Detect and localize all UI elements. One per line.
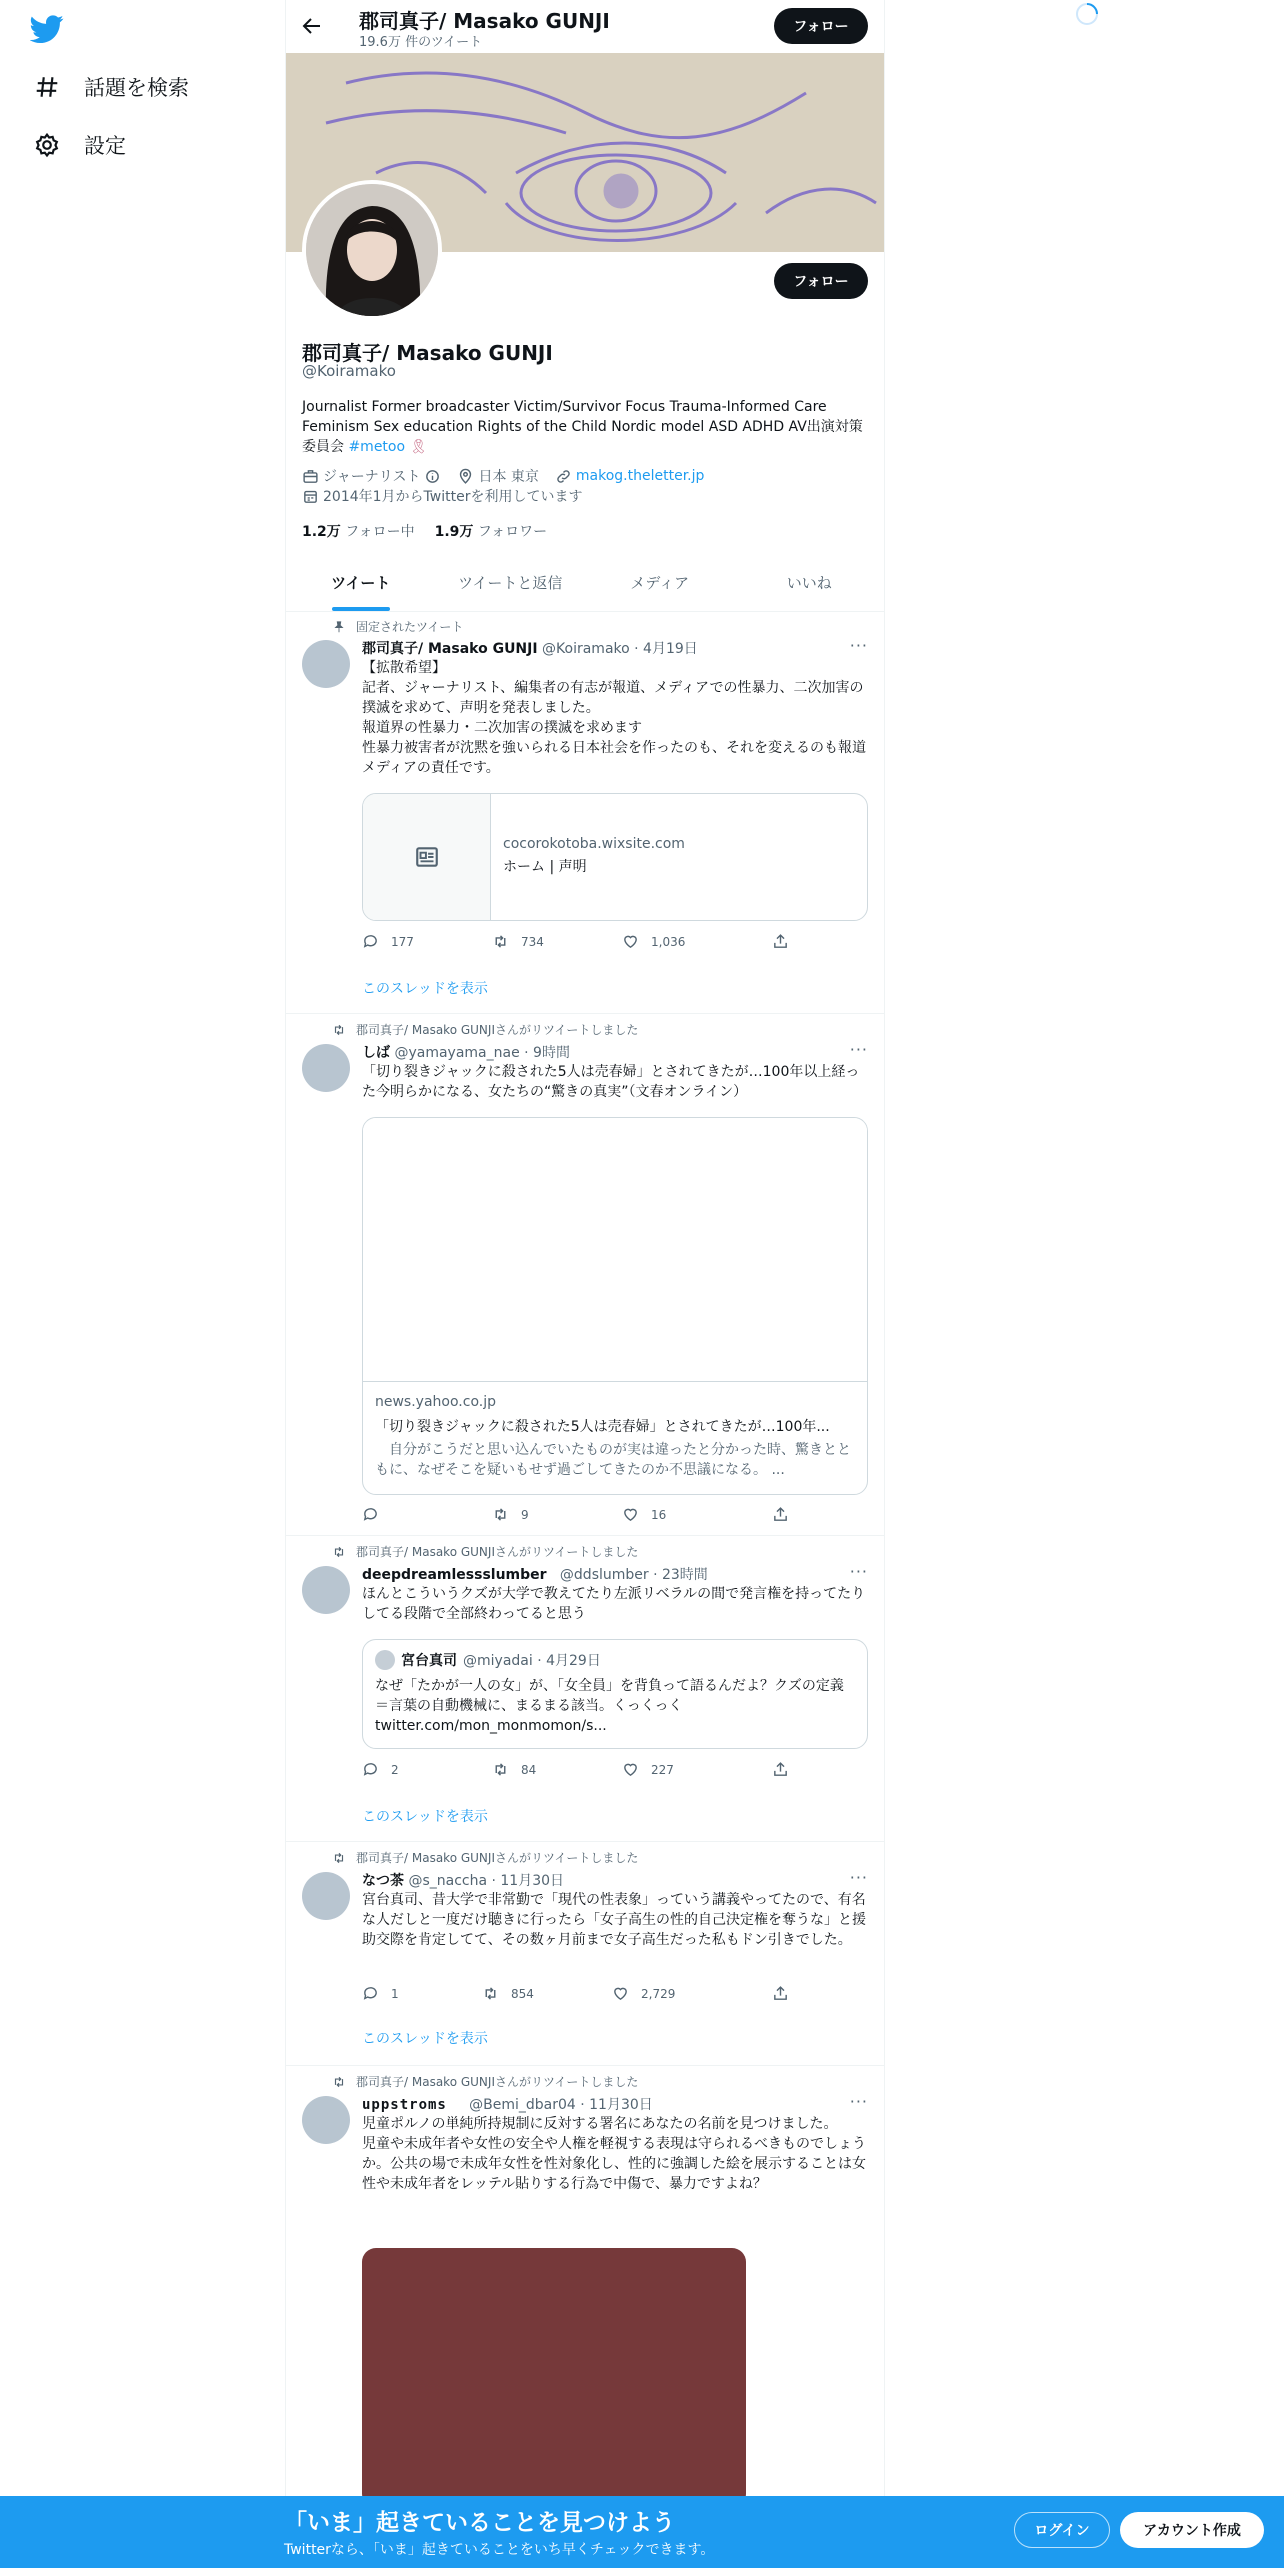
like-button[interactable] <box>612 1985 675 2002</box>
like-count: 16 <box>651 1507 667 1522</box>
tweet-context <box>332 1849 638 1866</box>
nav-settings[interactable] <box>34 125 126 165</box>
location-text: 日本 東京 <box>478 469 539 485</box>
reply-icon <box>362 1506 379 1523</box>
ribbon-emoji-icon: 🎗 <box>409 439 428 455</box>
reply-icon <box>362 1761 379 1778</box>
retweet-count: 734 <box>521 934 544 949</box>
signup-headline: 「いま」起きていることを見つけよう <box>284 2510 675 2536</box>
tweet-item[interactable] <box>286 1842 884 2066</box>
calendar-icon <box>302 488 319 505</box>
tweet-item[interactable] <box>286 2066 884 2496</box>
heart-icon <box>622 1761 639 1778</box>
profile-occupation <box>302 466 441 486</box>
profile-handle: @Koiramako <box>302 362 396 380</box>
like-count: 227 <box>651 1762 674 1777</box>
header-follow-button[interactable]: フォロー <box>774 8 868 44</box>
like-button[interactable] <box>622 1506 666 1523</box>
bio-text: Journalist Former broadcaster Victim/Survivor Focus Trauma-Informed Care Feminism Sex education Rights of the Child Nordic model ASD ADHD AV出演対策委員会 <box>302 399 863 455</box>
tweet-author-name[interactable]: しば <box>362 1045 390 1061</box>
followers-label: フォロワー <box>477 524 548 540</box>
tweet-author-name[interactable]: uppstroms <box>362 2097 447 2113</box>
tweet-context-text: 郡司真子/ Masako GUNJIさんがリツイートしました <box>356 1023 639 1037</box>
tweet-context <box>332 1021 638 1038</box>
card-description: 自分がこうだと思い込んでいたものが実は違ったと分かった時、驚きとともに、なぜそこを疑いもせず過ごしてきたのか不思議になる。 ... <box>375 1442 851 1478</box>
like-button[interactable] <box>622 933 685 950</box>
tweet-author-name[interactable]: なつ茶 <box>362 1873 404 1889</box>
heart-icon <box>622 933 639 950</box>
tweet-context-text: 郡司真子/ Masako GUNJIさんがリツイートしました <box>356 1851 639 1865</box>
share-button[interactable] <box>772 933 789 950</box>
link-icon <box>555 468 572 485</box>
share-button[interactable] <box>772 1506 789 1523</box>
retweet-button[interactable] <box>492 933 544 950</box>
tweet-text: ほんとこういうクズが大学で教えてたり左派リベラルの間で発言権を持ってたりしてる段階で全部終わってると思う <box>362 1586 866 1622</box>
share-icon <box>772 1985 789 2002</box>
tweet-actions <box>362 933 782 953</box>
tweet-handle-time[interactable]: @ddslumber · 23時間 <box>559 1567 708 1583</box>
like-count: 2,729 <box>641 1986 676 2001</box>
retweet-icon <box>492 1506 509 1523</box>
nav-explore-label: 話題を検索 <box>84 76 189 100</box>
tweet-context <box>332 1543 638 1560</box>
pin-icon <box>332 620 346 634</box>
more-options-icon[interactable]: ··· <box>849 1562 868 1581</box>
card-image <box>363 1118 867 1382</box>
profile-tabs <box>286 560 884 612</box>
reply-button[interactable] <box>362 933 414 950</box>
profile-location <box>457 466 538 486</box>
share-icon <box>772 1761 789 1778</box>
retweet-icon <box>332 1851 346 1865</box>
heart-icon <box>612 1985 629 2002</box>
tweet-header <box>362 638 698 658</box>
avatar[interactable] <box>302 1566 350 1614</box>
reply-count: 177 <box>391 934 414 949</box>
share-button[interactable] <box>772 1761 789 1778</box>
retweet-count: 84 <box>521 1762 537 1777</box>
tweet-handle-time[interactable]: @s_naccha · 11月30日 <box>408 1873 565 1889</box>
hashtag-icon <box>34 74 60 100</box>
share-button[interactable] <box>772 1985 789 2002</box>
joined-text: 2014年1月からTwitterを利用しています <box>323 489 583 505</box>
reply-button[interactable] <box>362 1761 399 1778</box>
more-options-icon[interactable]: ··· <box>849 636 868 655</box>
retweet-icon <box>332 2075 346 2089</box>
followers-count: 1.9万 <box>434 524 474 540</box>
retweet-icon <box>332 1023 346 1037</box>
retweet-icon <box>492 1761 509 1778</box>
share-icon <box>772 1506 789 1523</box>
avatar <box>375 1650 395 1670</box>
tweet-header <box>362 2094 653 2114</box>
tweet-text: 児童ポルノの単純所持規制に反対する署名にあなたの名前を見つけました。 児童や未成年者や女性の安全や人権を軽視する表現は守られるべきものでしょうか。公共の場で未成年女性を性対象化し、性的に強調した絵を展示することは女性や未成年者をレッテル貼りする行為で中傷で、暴力ですよね？ <box>362 2116 866 2192</box>
profile-header-bar <box>286 0 884 53</box>
tab-likes[interactable]: いいね <box>786 574 832 592</box>
briefcase-icon <box>302 468 319 485</box>
card-title: 「切り裂きジャックに殺された5人は売春婦」とされてきたが…100年... <box>375 1419 830 1435</box>
tweet-header <box>362 1870 564 1890</box>
show-thread-link[interactable]: このスレッドを表示 <box>362 2031 488 2047</box>
nav-explore[interactable] <box>34 67 189 107</box>
following-count: 1.2万 <box>302 524 341 540</box>
retweet-icon <box>492 933 509 950</box>
tweet-context <box>332 618 463 635</box>
header-profile-name: 郡司真子/ Masako GUNJI <box>359 9 610 33</box>
like-count: 1,036 <box>651 934 686 949</box>
reply-count: 1 <box>391 1986 399 2001</box>
tweet-actions <box>362 1761 782 1781</box>
retweet-count: 854 <box>511 1986 534 2001</box>
bio-hashtag-link[interactable]: #metoo <box>348 439 406 455</box>
reply-button[interactable] <box>362 1506 391 1523</box>
profile-meta-row <box>302 466 704 486</box>
retweet-button[interactable] <box>482 1985 534 2002</box>
signup-banner <box>0 2496 1284 2568</box>
follow-stats <box>302 521 547 541</box>
tweet-header <box>362 1564 708 1584</box>
tweet-handle-time[interactable]: @Bemi_dbar04 · 11月30日 <box>469 2097 653 2113</box>
tweet-context-text: 郡司真子/ Masako GUNJIさんがリツイートしました <box>356 2075 639 2089</box>
quoted-tweet-text: なぜ「たかが一人の女」が、「女全員」を背負って語るんだよ？クズの定義＝言葉の自動機械に、まるまる該当。くっくっく twitter.com/mon_monmomon/s... <box>375 1678 844 1734</box>
followers-stat[interactable] <box>435 521 548 541</box>
loading-spinner-icon <box>1075 2 1099 26</box>
info-icon[interactable] <box>424 468 441 485</box>
avatar[interactable] <box>302 1044 350 1092</box>
more-options-icon[interactable]: ··· <box>849 1868 868 1887</box>
tweet-header <box>362 1042 570 1062</box>
show-thread-link[interactable]: このスレッドを表示 <box>362 1809 488 1825</box>
like-button[interactable] <box>622 1761 674 1778</box>
quoted-handle-time: @miyadai · 4月29日 <box>463 1653 601 1669</box>
reply-icon <box>362 1985 379 2002</box>
gear-icon <box>34 132 60 158</box>
following-stat[interactable] <box>302 521 415 541</box>
twitter-logo-icon[interactable] <box>30 12 64 46</box>
reply-button[interactable] <box>362 1985 399 2002</box>
tweet-actions <box>362 1985 782 2005</box>
tweet-context-text: 郡司真子/ Masako GUNJIさんがリツイートしました <box>356 1545 639 1559</box>
tab-tweets-and-replies[interactable]: ツイートと返信 <box>458 574 563 592</box>
tweet-text: 宮台真司、昔大学で非常勤で「現代の性表象」っていう講義やってたので、有名な人だしと一度だけ聴きに行ったら「女子高生の性的自己決定権を奪うな」と援助交際を肯定してて、その数ヶ月前まで女子高生だった私もドン引きでした。 <box>362 1892 866 1948</box>
retweet-icon <box>332 1545 346 1559</box>
location-pin-icon <box>457 468 474 485</box>
profile-joined-row <box>302 486 582 506</box>
tweet-handle-time[interactable]: @Koiramako · 4月19日 <box>542 641 698 657</box>
card-article-icon <box>363 794 491 920</box>
tweet-media-image[interactable] <box>362 2248 746 2508</box>
profile-name: 郡司真子/ Masako GUNJI <box>302 341 553 365</box>
back-arrow-icon[interactable] <box>300 14 324 38</box>
nav-settings-label: 設定 <box>84 134 126 158</box>
avatar[interactable] <box>302 640 350 688</box>
quoted-author-name: 宮台真司 <box>401 1653 457 1669</box>
login-button[interactable]: ログイン <box>1014 2512 1110 2548</box>
more-options-icon[interactable]: ··· <box>849 1040 868 1059</box>
retweet-count: 9 <box>521 1507 529 1522</box>
occupation-text: ジャーナリスト <box>323 469 421 485</box>
tweet-context <box>332 2073 638 2090</box>
reply-icon <box>362 933 379 950</box>
avatar[interactable] <box>302 2096 350 2144</box>
profile-follow-button[interactable]: フォロー <box>774 263 868 299</box>
tweet-context-text: 固定されたツイート <box>356 620 464 634</box>
tweet-text: 【拡散希望】 記者、ジャーナリスト、編集者の有志が報道、メディアでの性暴力、二次加害の撲滅を求めて、声明を発表しました。 報道界の性暴力・二次加害の撲滅を求めます 性暴力被害者が沈黙を強いられる日本社会を作ったのも、それを変えるのも報道メディアの責任です。 <box>362 660 866 776</box>
heart-icon <box>622 1506 639 1523</box>
profile-url-link[interactable]: makog.theletter.jp <box>575 468 705 484</box>
card-domain: news.yahoo.co.jp <box>375 1394 496 1410</box>
tweet-author-name[interactable]: 郡司真子/ Masako GUNJI <box>362 641 538 657</box>
tweet-text: 「切り裂きジャックに殺された5人は売春婦」とされてきたが…100年以上経った今明らかになる、女たちの“驚きの真実”（文春オンライン） <box>362 1064 860 1100</box>
link-card[interactable] <box>362 1117 868 1495</box>
tweet-item[interactable] <box>286 1536 884 1842</box>
link-card[interactable] <box>362 793 868 921</box>
quoted-tweet[interactable] <box>362 1639 868 1749</box>
tweet-item[interactable] <box>286 1014 884 1536</box>
more-options-icon[interactable]: ··· <box>849 2092 868 2111</box>
tweet-actions <box>362 1506 782 1526</box>
profile-column <box>285 0 885 2568</box>
profile-avatar[interactable] <box>302 180 442 320</box>
tweet-handle-time[interactable]: @yamayama_nae · 9時間 <box>394 1045 570 1061</box>
signup-button[interactable]: アカウント作成 <box>1120 2512 1264 2548</box>
signup-subtext: Twitterなら、「いま」起きていることをいち早くチェックできます。 <box>284 2542 715 2558</box>
profile-url[interactable] <box>555 468 705 485</box>
retweet-button[interactable] <box>492 1761 536 1778</box>
quoted-tweet-header <box>375 1650 855 1670</box>
tweet-item[interactable] <box>286 612 884 1014</box>
following-label: フォロー中 <box>345 524 415 540</box>
tab-tweets[interactable]: ツイート <box>286 560 436 611</box>
tweet-author-name[interactable]: deepdreamlessslumber <box>362 1567 547 1583</box>
header-tweet-count: 19.6万 件のツイート <box>359 35 483 50</box>
retweet-button[interactable] <box>492 1506 529 1523</box>
card-title: ホーム | 声明 <box>503 859 587 875</box>
reply-count: 2 <box>391 1762 399 1777</box>
avatar[interactable] <box>302 1872 350 1920</box>
retweet-icon <box>482 1985 499 2002</box>
card-domain: cocorokotoba.wixsite.com <box>503 836 685 852</box>
tab-media[interactable]: メディア <box>630 574 690 592</box>
share-icon <box>772 933 789 950</box>
show-thread-link[interactable]: このスレッドを表示 <box>362 981 488 997</box>
profile-bio <box>302 397 868 457</box>
